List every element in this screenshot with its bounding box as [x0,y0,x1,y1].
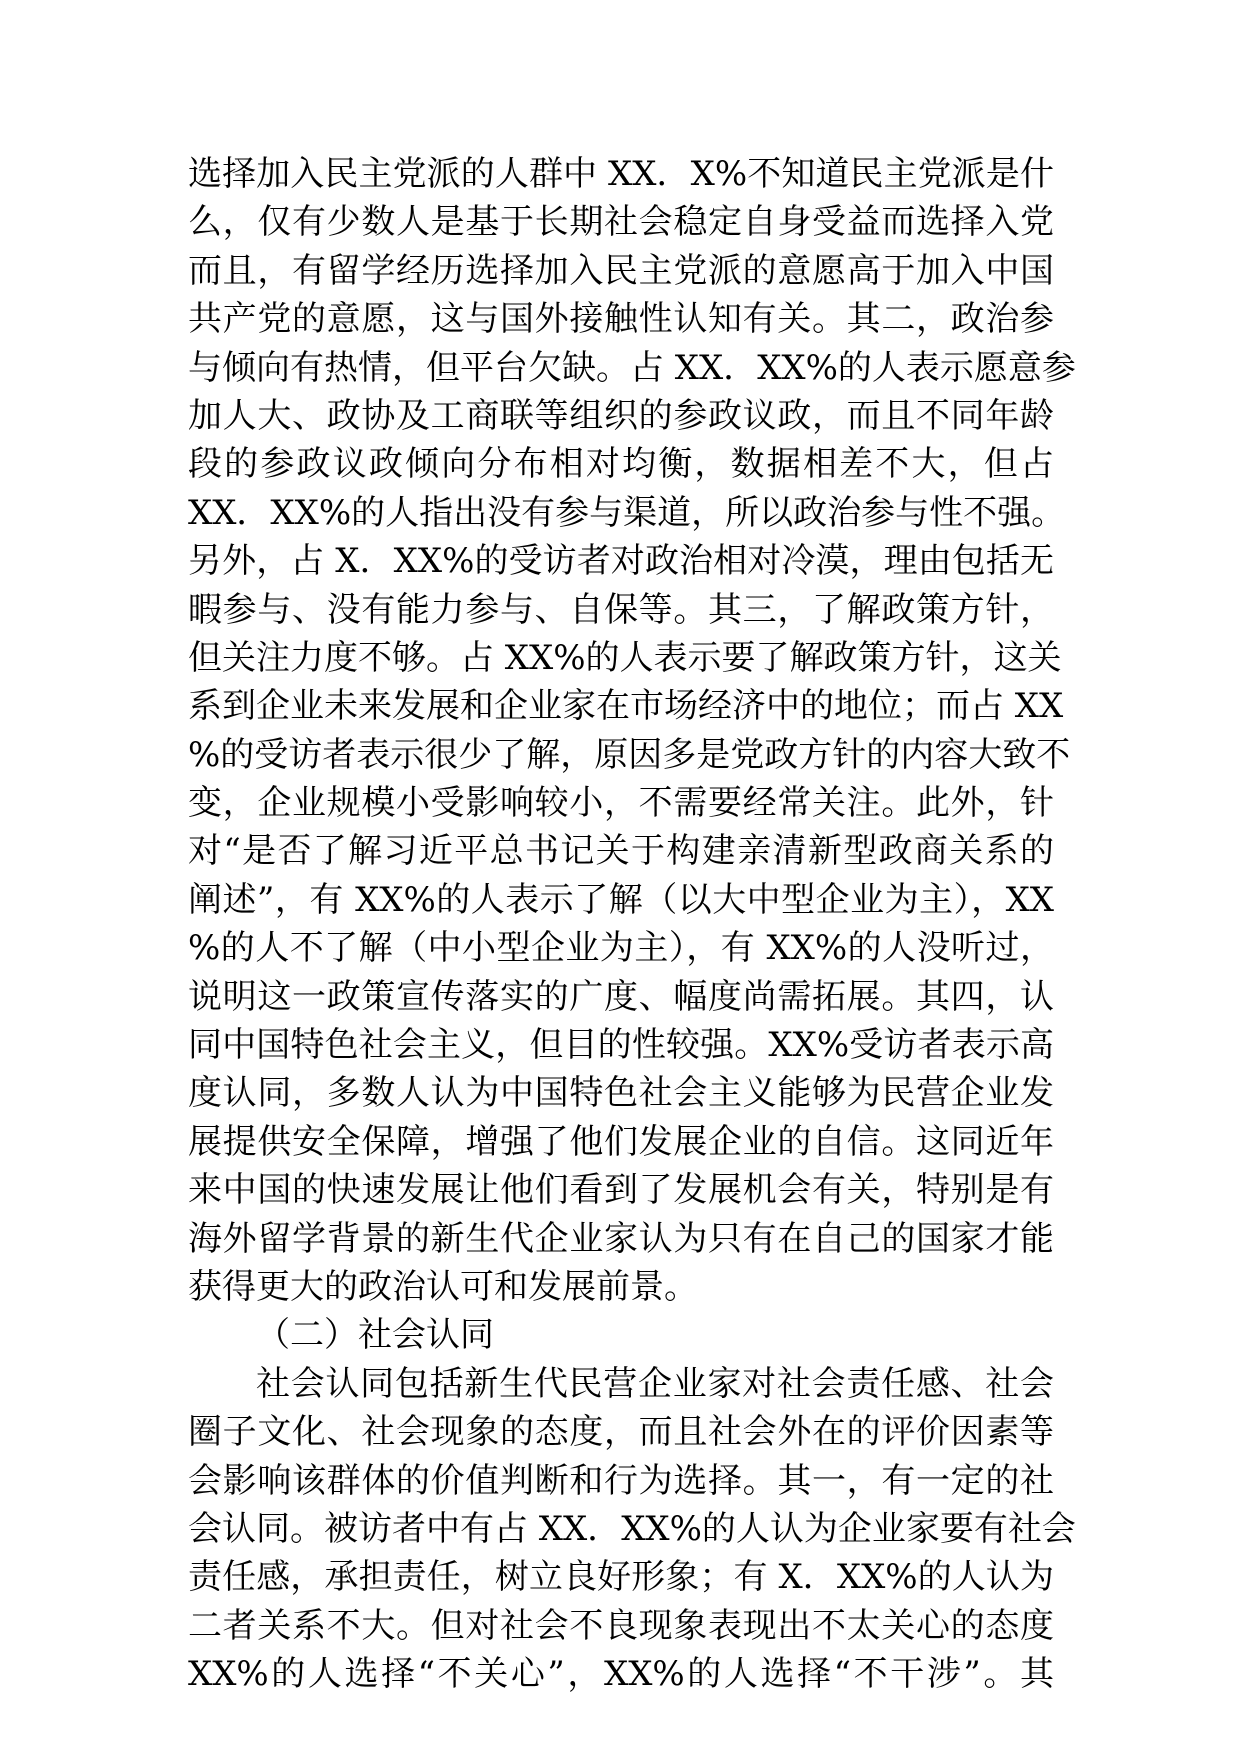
text-line: 获得更大的政治认可和发展前景。 [188,1266,698,1307]
text-line: 对“是否了解习近平总书记关于构建亲清新型政商关系的 [188,831,1054,872]
text-line: 社会认同包括新生代民营企业家对社会责任感、社会 [256,1363,1054,1404]
text-line: 共产党的意愿，这与国外接触性认知有关。其二，政治参 [188,299,1054,340]
text-line: 说明这一政策宣传落实的广度、幅度尚需拓展。其四，认 [188,976,1054,1017]
text-line: XX%的人选择“不关心”，XX%的人选择“不干涉”。其 [188,1654,1054,1695]
text-line: %的人不了解（中小型企业为主），有 XX%的人没听过， [188,928,1054,969]
paragraph-social-identity [188,1360,1076,1699]
text-line: 同中国特色社会主义，但目的性较强。XX%受访者表示高 [188,1025,1054,1066]
text-line: XX．XX%的人指出没有参与渠道，所以政治参与性不强。 [188,492,1066,533]
text-line: 但关注力度不够。占 XX%的人表示要了解政策方针，这关 [188,637,1062,678]
text-line: 二者关系不大。但对社会不良现象表现出不太关心的态度 [188,1605,1054,1646]
text-line: 变，企业规模小受影响较小，不需要经常关注。此外，针 [188,783,1054,824]
text-line: 会影响该群体的价值判断和行为选择。其一，有一定的社 [188,1460,1054,1501]
text-line: 圈子文化、社会现象的态度，而且社会外在的评价因素等 [188,1412,1054,1453]
text-line: 系到企业未来发展和企业家在市场经济中的地位；而占 XX [188,686,1064,727]
text-line: %的受访者表示很少了解，原因多是党政方针的内容大致不 [188,734,1071,775]
text-line: 段的参政议政倾向分布相对均衡，数据相差不大，但占 [188,444,1054,485]
paragraph-political-identity [188,150,1076,1311]
text-line: 么，仅有少数人是基于长期社会稳定自身受益而选择入党 [188,202,1054,243]
text-line: 暇参与、没有能力参与、自保等。其三，了解政策方针， [188,589,1054,630]
text-line: 海外留学背景的新生代企业家认为只有在自己的国家才能 [188,1218,1054,1259]
text-line: 与倾向有热情，但平台欠缺。占 XX．XX%的人表示愿意参 [188,347,1076,388]
section-heading: （二）社会认同 [256,1315,494,1356]
text-line: 展提供安全保障，增强了他们发展企业的自信。这同近年 [188,1121,1054,1162]
text-line: 会认同。被访者中有占 XX．XX%的人认为企业家要有社会 [188,1508,1076,1549]
text-line: 另外，占 X．XX%的受访者对政治相对冷漠，理由包括无 [188,541,1054,582]
text-line: 加人大、政协及工商联等组织的参政议政，而且不同年龄 [188,395,1054,436]
text-line: 而且，有留学经历选择加入民主党派的意愿高于加入中国 [188,250,1054,291]
text-line: 阐述”，有 XX%的人表示了解（以大中型企业为主），XX [188,879,1054,920]
text-line: 度认同，多数人认为中国特色社会主义能够为民营企业发 [188,1073,1054,1114]
text-line: 责任感，承担责任，树立良好形象；有 X．XX%的人认为 [188,1557,1054,1598]
text-line: 来中国的快速发展让他们看到了发展机会有关，特别是有 [188,1170,1054,1211]
text-line: 选择加入民主党派的人群中 XX．X%不知道民主党派是什 [188,154,1054,194]
document-page [188,150,1076,1699]
